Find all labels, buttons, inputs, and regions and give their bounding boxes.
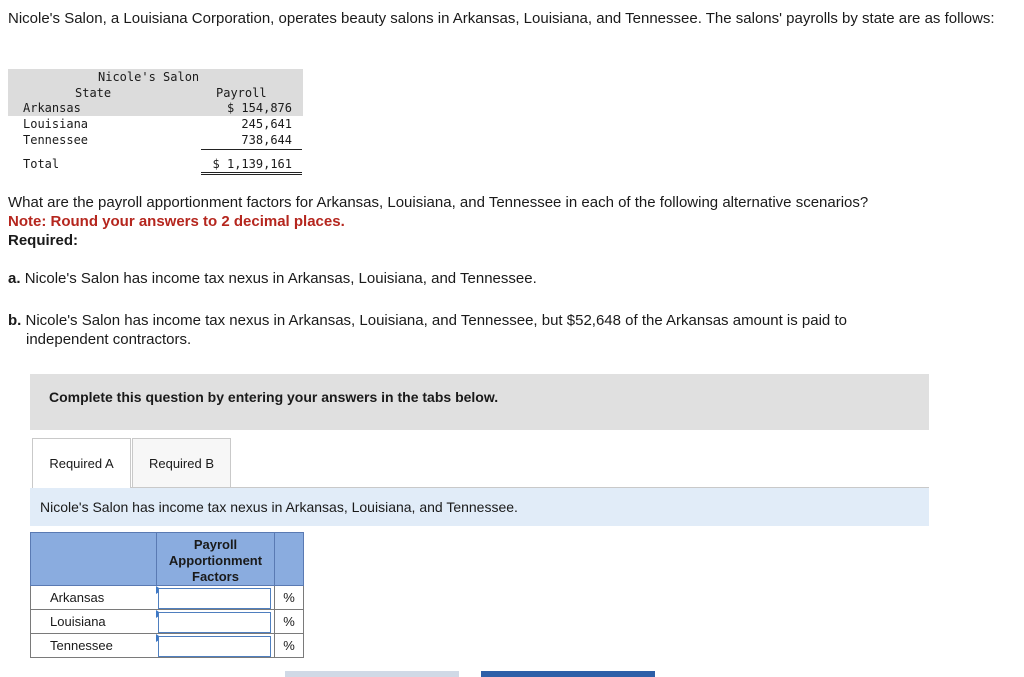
tab-description-bar <box>30 488 929 526</box>
payroll-row-value: 245,641 <box>241 117 292 131</box>
payroll-col-payroll: Payroll <box>216 86 267 100</box>
tab-required-b[interactable] <box>132 438 231 489</box>
prev-tab-button[interactable] <box>285 671 459 677</box>
arkansas-factor-input[interactable] <box>158 588 271 609</box>
problem-intro: Nicole's Salon, a Louisiana Corporation, operates beauty salons in Arkansas, Louisiana, and Tennessee. The salons' payrolls by state are as follows: <box>8 10 995 27</box>
tab-required-a[interactable] <box>32 438 131 489</box>
grid-input-cell <box>156 634 275 658</box>
percent-unit: % <box>274 634 304 658</box>
grid-input-cell <box>156 586 275 610</box>
grid-header-line: Factors <box>192 569 239 584</box>
part-a-label: a. <box>8 270 21 287</box>
tab-label: Required A <box>49 456 114 471</box>
part-b <box>8 311 968 349</box>
part-b-text-line2: independent contractors. <box>26 331 192 348</box>
payroll-row-value: 738,644 <box>241 133 292 147</box>
grid-header-line: Apportionment <box>168 553 263 568</box>
question-block <box>8 193 868 250</box>
percent-unit: % <box>274 610 304 634</box>
part-a-text: Nicole's Salon has income tax nexus in Arkansas, Louisiana, and Tennessee. <box>24 270 537 287</box>
grid-input-cell <box>156 610 275 634</box>
tab-label: Required B <box>148 456 215 471</box>
part-b-text-line1: Nicole's Salon has income tax nexus in Arkansas, Louisiana, and Tennessee, but $52,648 of the Arkansas amount is paid to <box>25 312 847 329</box>
rounding-note: Note: Round your answers to 2 decimal places. <box>8 213 345 230</box>
part-b-label: b. <box>8 312 22 329</box>
payroll-row-total <box>8 157 303 173</box>
subtotal-rule <box>201 149 302 150</box>
grid-header-unit <box>274 532 304 586</box>
payroll-row-value: $ 154,876 <box>226 101 292 115</box>
payroll-row-label: Arkansas <box>23 101 81 115</box>
instruction-banner <box>30 374 929 430</box>
payroll-row-louisiana <box>8 117 303 133</box>
tab-description-text: Nicole's Salon has income tax nexus in Arkansas, Louisiana, and Tennessee. <box>40 499 518 515</box>
payroll-total-label: Total <box>23 157 60 171</box>
percent-unit: % <box>274 586 304 610</box>
tennessee-factor-input[interactable] <box>158 636 271 657</box>
payroll-row-label: Louisiana <box>23 117 89 131</box>
grid-row-label-louisiana: Louisiana <box>30 610 157 634</box>
louisiana-factor-input[interactable] <box>158 612 271 633</box>
total-double-rule <box>201 172 302 175</box>
next-tab-button[interactable] <box>481 671 655 677</box>
payroll-table <box>8 69 303 171</box>
grid-header-blank <box>30 532 157 586</box>
payroll-total-value: $ 1,139,161 <box>212 157 292 171</box>
grid-row-label-arkansas: Arkansas <box>30 586 157 610</box>
instruction-banner-text: Complete this question by entering your answers in the tabs below. <box>49 389 499 405</box>
payroll-row-arkansas <box>8 101 303 117</box>
payroll-row-tennessee <box>8 133 303 149</box>
grid-row-label-tennessee: Tennessee <box>30 634 157 658</box>
payroll-col-state: State <box>75 86 112 100</box>
required-heading: Required: <box>8 232 79 249</box>
payroll-row-label: Tennessee <box>23 133 89 147</box>
question-text: What are the payroll apportionment factors for Arkansas, Louisiana, and Tennessee in each of the following alternative scenarios? <box>8 194 869 211</box>
grid-header-factors <box>156 532 275 586</box>
part-a <box>8 270 537 287</box>
payroll-table-title: Nicole's Salon <box>98 70 200 84</box>
grid-header-line: Payroll <box>193 537 238 552</box>
